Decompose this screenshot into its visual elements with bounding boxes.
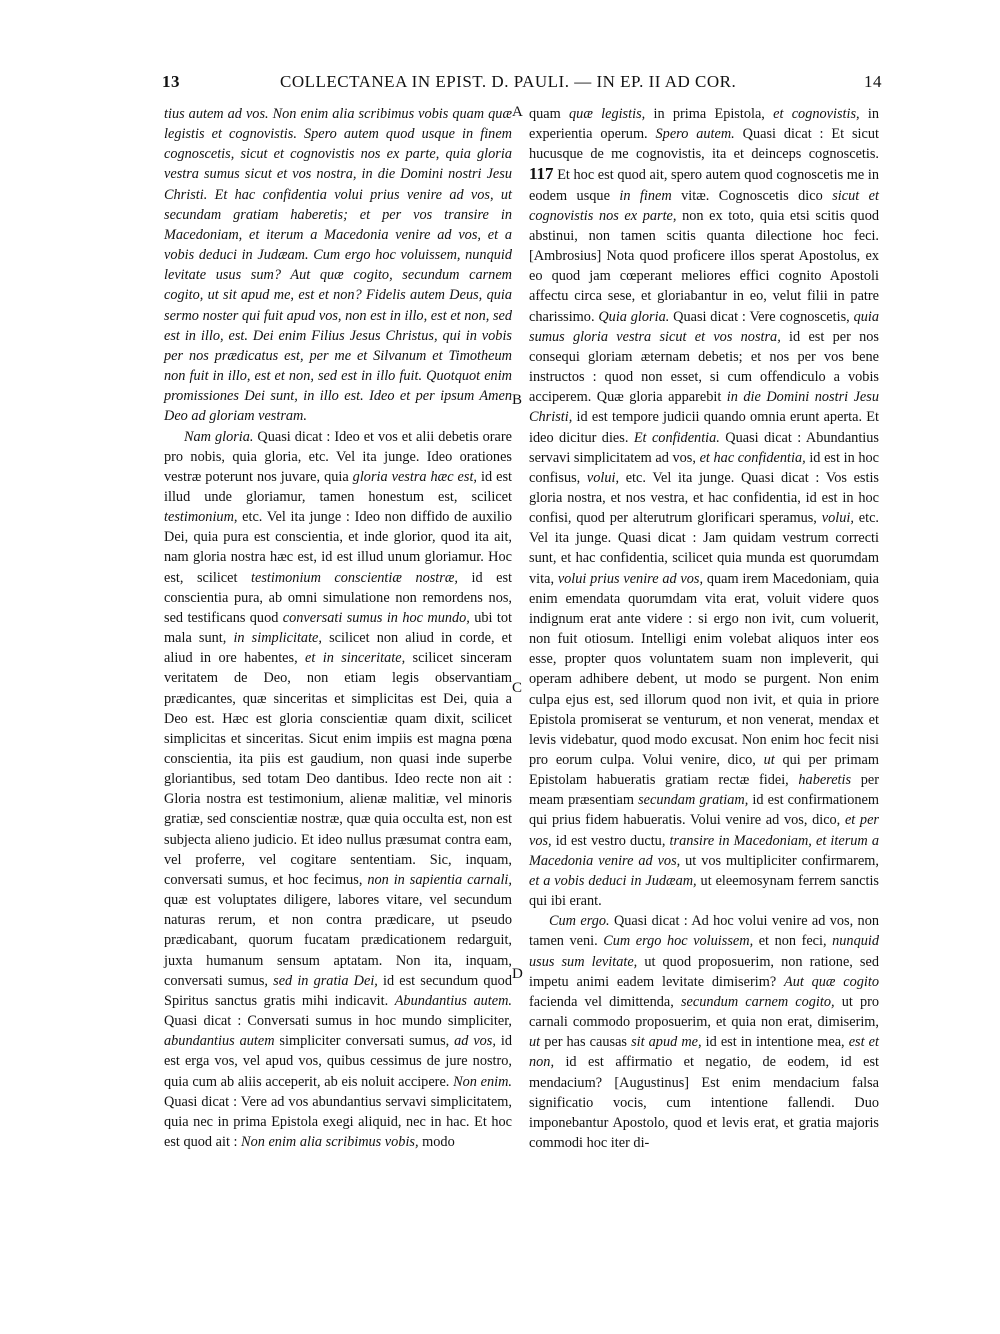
text-run: etc. Vel ita junge. Quasi dicat : Vos estis gloria nostra, et nos vestra, et hac confidentia, id est in hoc confisi, quod per alterutrum glorificari speramus, — [529, 469, 879, 527]
column-number: 117 — [529, 164, 554, 184]
text-run: modo — [418, 1133, 455, 1150]
text-run: ut eleemosynam ferrem sanctis qui ibi erant. — [529, 872, 879, 910]
text-run: id est erga vos, vel apud vos, quibus cessimus de jure nostro, quia cum ab aliis acceperit, ab eis noluit accipere. — [164, 1033, 512, 1090]
text-run: ut quod proposuerim, non ratione, sed impetu animi eadem levitate dimiserim? — [529, 953, 879, 990]
text-run: quam — [529, 106, 570, 122]
text-run: Quasi dicat : Ad hoc volui venire ad vos, non tamen veni. — [529, 913, 879, 950]
text-run: et non feci, — [753, 933, 833, 950]
text-run: id est illud unde gloriamur, tamen honestum est, scilicet — [164, 468, 512, 505]
page-number-right: 14 — [864, 72, 882, 91]
italic-text: conversati sumus in hoc mundo, — [282, 609, 470, 626]
running-title: COLLECTANEA IN EPIST. D. PAULI. — IN EP. II AD COR. — [280, 72, 737, 91]
text-run: non ex toto, quia etsi scitis quod abstinui, non tamen scitis quanta dilectione hoc feci. [Ambrosius] Nota quod proficere illos sperat Apostolus, ex eo quod jam cœperant meliores effici cognito Apostoli affectu circa sese, et gloriabantur in eo, velut filii in patre charissimo. — [529, 207, 879, 325]
text-run: quam irem Macedoniam, quia enim emendata quorumdam vita erat, voluit videre quos indignum erat ante videre : si ergo non ivit, cum voluerit, non fuit otiosum. Intelligi enim volebat aliquos inter eos esse, propter quos voluntatem suam non impleverit, qui operam adhibere debent, ut modo se purgent. Non enim culpa ejus est, sed illorum quod non ivit, et quia in priore Epistola promiserat se venturum, et non venerat, mendax et levis videbatur, quod modo excusat. Non enim hoc fecit nisi pro eorum culpa. Volui venire, dico, — [529, 570, 879, 768]
text-run: Quasi dicat : Ideo et vos et alii debetis orare pro nobis, quia gloria, etc. Vel ita junge. Ideo orationes vestræ poterunt nos juvare, quia — [164, 428, 512, 485]
italic-text: transire in Macedoniam, et iterum a Macedonia venire ad vos, — [529, 832, 880, 869]
italic-text: testimonium conscientiæ nostræ, — [251, 569, 458, 586]
text-run: id est conscientia pura, ab omni simulatione non remordens nos, sed testificans quod — [164, 569, 513, 626]
italic-text: gloria vestra hæc est, — [352, 468, 478, 485]
italic-text: nunquid usus sum levitate, — [529, 933, 879, 970]
italic-text: volui, — [821, 510, 854, 527]
italic-text: in finem — [619, 187, 672, 204]
text-run: ut pro carnali commodo proposuerim, et quia non erat, dimiserim, — [529, 993, 879, 1031]
italic-text: volui prius venire ad vos, — [557, 570, 704, 587]
italic-text: haberetis — [798, 772, 852, 789]
text-run: Quasi dicat : Vere cognoscetis, — [669, 308, 854, 325]
text-run: Quasi dicat : Et sicut hucusque de me cognovistis, ita et deinceps cognoscetis. — [529, 126, 879, 163]
text-run: id est affirmatio et negatio, de eodem, id est mendacium? [Augustinus] Est enim mendacium falsa significatio vocis, cum intentione fallendi. Duo imponebantur Apostolo, quod et levis erat, et gratia majoris commodi hoc iter di- — [529, 1054, 879, 1151]
italic-text: Et confidentia. — [633, 429, 720, 446]
text-run: scilicet non aliud in corde, et aliud in ore habentes, — [164, 630, 512, 667]
italic-text: ut — [529, 1034, 541, 1051]
italic-text: volui, — [586, 469, 620, 486]
text-run: Quasi dicat : Abundantius servavi simplicitatem ad vos, — [529, 429, 879, 466]
italic-text: testimonium, — [164, 509, 238, 526]
italic-text: Non enim. — [453, 1073, 512, 1090]
margin-letter-c: C — [512, 680, 523, 696]
italic-text: ad vos, — [454, 1033, 496, 1050]
text-run: id est in hoc confisus, — [529, 449, 879, 486]
italic-text: et per vos, — [529, 812, 879, 849]
text-run: facienda vel dimittenda, — [529, 993, 681, 1010]
text-run: qui per primam Epistolam habueratis gratiam rectæ fidei, — [529, 752, 879, 789]
text-run: id est secundum quod Spiritus sanctus gratis mihi indicavit. — [164, 972, 512, 1009]
italic-text: Nam gloria. — [184, 428, 254, 445]
italic-text: Non enim alia scribimus vobis, — [241, 1133, 419, 1150]
italic-text: et in sinceritate, — [305, 650, 406, 667]
italic-text: secundum carnem cogito, — [680, 993, 835, 1010]
left-paragraph-2 — [164, 427, 512, 1153]
text-run: id est confirmationem qui prius fidem habueratis. Volui venire ad vos, dico, — [529, 792, 879, 829]
italic-text: Cum ergo. — [549, 913, 610, 930]
text-run: ut vos multipliciter confirmarem, — [680, 852, 879, 869]
text-run: quæ est voluptates diligere, labores vitare, vel secundum naturas rerum, et non contra prædicare, ut pseudo prædicabant, quorum fucatam prædicationem redarguit, juxta humanum sensum aptatam. Non ita, inquam, conversati sumus, — [164, 892, 512, 989]
text-run: etc. Vel ita junge : Ideo non diffido de auxilio Dei, quia pura est conscientia, et inde glorior, quod ita ait, nam gloria nostra hæc est, id est illud unum gloriamur. Hoc est, scilicet — [164, 509, 512, 586]
italic-text: et a vobis deduci in Judæam, — [529, 872, 697, 889]
text-run: etc. Vel ita junge. Quasi dicat : Jam quidam vestrum correcti sunt, et hac confidentia, scilicet quia munda est quorumdam vita, — [529, 510, 879, 587]
right-paragraph-2 — [529, 911, 879, 1153]
text-run: Quasi dicat : Conversati sumus in hoc mundo simpliciter, — [164, 1013, 512, 1030]
text-run: per has causas — [540, 1034, 632, 1051]
text-run: id est per nos consequi gloriam æternam debetis; et nos per vos bene instructos : quod non esset, si cum offendiculo a vobis acciperem. Quæ gloria apparebit — [529, 328, 879, 406]
text-run: vitæ. Cognoscetis dico — [671, 187, 833, 204]
margin-letter-a: A — [512, 104, 523, 120]
margin-letter-d: D — [512, 966, 523, 982]
italic-text: et cognovistis, — [773, 106, 860, 122]
left-paragraph-1 — [164, 104, 512, 427]
italic-text: Quia gloria. — [598, 308, 670, 325]
text-run: ubi tot mala sunt, — [164, 609, 512, 647]
text-run: id est in intentione mea, — [701, 1034, 849, 1051]
left-column — [164, 104, 512, 1152]
italic-text: Spero autem. — [655, 126, 735, 143]
italic-text: ut — [763, 752, 775, 768]
margin-letter-b: B — [512, 392, 523, 408]
text-run: per meam præsentiam — [529, 772, 879, 809]
italic-text: Aut quæ cogito — [783, 973, 879, 990]
text-run: Et hoc est quod ait, spero autem quod cognoscetis me in eodem usque — [529, 167, 879, 204]
right-column — [529, 104, 879, 1153]
italic-text: abundantius autem — [164, 1033, 275, 1050]
italic-text: in die Domini nostri Jesu Christi, — [529, 389, 879, 426]
italic-text: in simplicitate, — [233, 630, 322, 647]
italic-text: Cum ergo hoc voluissem, — [603, 933, 754, 950]
italic-text: non in sapientia carnali, — [367, 871, 512, 888]
text-run: simpliciter conversati sumus, — [274, 1033, 455, 1050]
italic-text: tius autem ad vos. Non enim alia scribimus vobis quam quæ legistis et cognovistis. Spero autem quod usque in finem cognoscetis, sicut et cognovistis nos ex parte, quia gloria vestra sumus sicut et vos nostra, in die Domini nostri Jesu Christi. Et hac confidentia volui prius venire ad vos, ut secundam gratiam haberetis; et per vos transire in Macedoniam, et iterum a Macedonia venire ad vos, et a vobis deduci in Judæam. Cum ergo hoc voluissem, nunquid levitate usus sum? Aut quæ cogito, secundum carnem cogito, ut sit apud me, est et non? Fidelis autem Deus, quia sermo noster qui fuit apud vos, non est in illo, est et non, sed est in illo, est. Dei enim Filius Jesus Christus, qui in vobis per nos prædicatus est, per me et Silvanum et Timotheum non fuit in illo, est et non, sed est in illo fuit. Quotquot enim promissiones Dei sunt, in illo est. Ideo et per ipsum Amen Deo ad gloriam vestram. — [164, 106, 512, 425]
italic-text: sed in gratia Dei, — [273, 972, 378, 989]
italic-text: est et non, — [529, 1034, 879, 1071]
text-run: in prima Epistola, — [645, 106, 774, 122]
italic-text: sicut et cognovistis nos ex parte, — [529, 187, 879, 224]
italic-text: Abundantius autem. — [394, 992, 512, 1009]
italic-text: quæ legistis, — [569, 106, 646, 122]
running-header — [162, 72, 882, 98]
page-number-left: 13 — [162, 72, 180, 91]
text-run: scilicet sinceram veritatem de Deo, non etiam legis observantiam prædicantes, quæ sinceritas et simplicitas est Dei, quia a Deo est. Hæc est gloria conscientiæ quam dixit, scilicet simplicitas et sinceritas. Sicut enim impiis est magna pœna conscientia, ita piis est gaudium, non quasi inde superbe gloriantibus, sed totam Deo dantibus. Ideo recte non ait : Gloria nostra est testimonium, alienæ malitiæ, vel minoris gratiæ, sed conscientiæ nostræ, quæ quia occulta est, non est subjecta alieno judicio. Et ideo nullus præsumat contra eam, vel proferre, vel cogitare sententiam. Sic, inquam, conversati sumus, et hoc fecimus, — [164, 650, 512, 888]
text-run: id est vestro ductu, — [551, 832, 670, 849]
text-run: id est tempore judicii quando omnia erunt aperta. Et ideo dicitur dies. — [529, 409, 879, 446]
text-run: Quasi dicat : Vere ad vos abundantius servavi simplicitatem, quia nec in prima Epistola exegi aliquid, nec in hac. Et hoc est quod ait : — [164, 1093, 512, 1150]
italic-text: quia sumus gloria vestra sicut et vos nostra, — [529, 308, 879, 345]
right-paragraph-1 — [529, 104, 879, 911]
italic-text: et hac confidentia, — [699, 449, 806, 466]
italic-text: secundam gratiam, — [638, 792, 749, 809]
italic-text: sit apud me, — [631, 1034, 702, 1051]
text-run: in experientia operum. — [529, 106, 880, 143]
